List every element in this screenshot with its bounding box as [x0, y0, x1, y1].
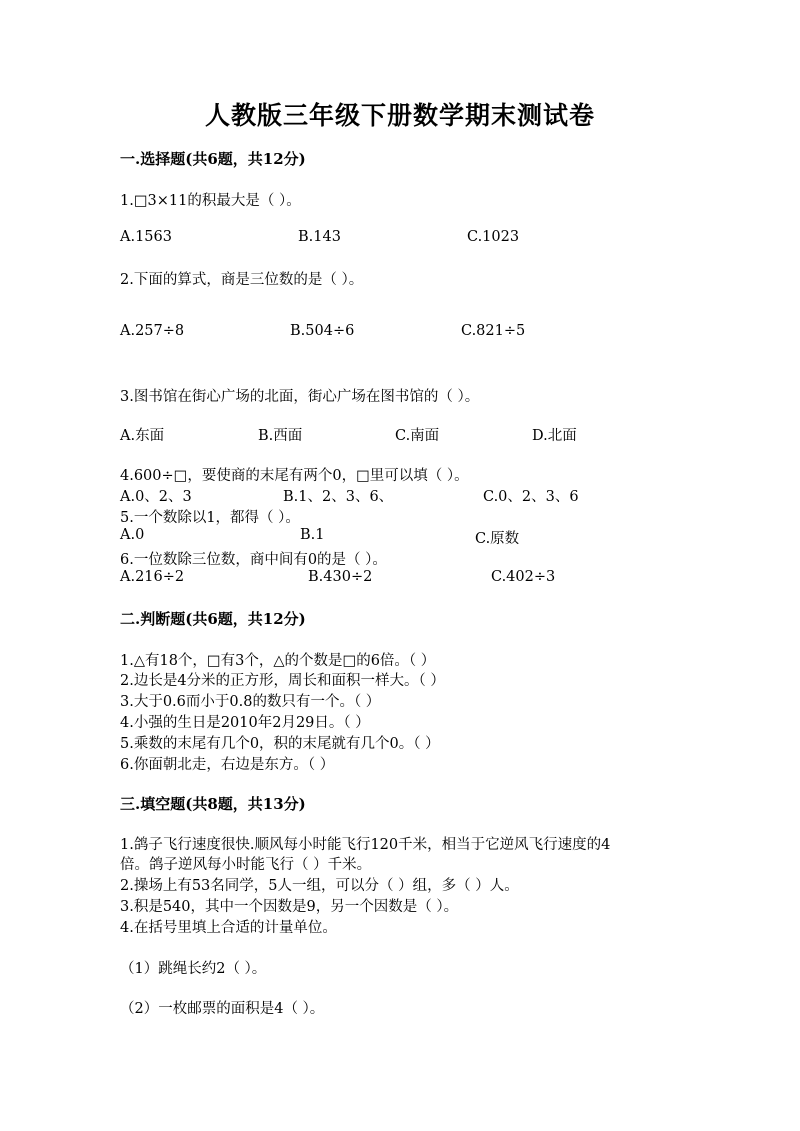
- option-a: A.1563: [120, 229, 172, 245]
- section-heading-judge: 二.判断题(共6题，共12分): [120, 610, 306, 628]
- option-c: C.0、2、3、6: [483, 489, 579, 505]
- judge-item: 1.△有18个，□有3个，△的个数是□的6倍。（ ）: [120, 653, 436, 669]
- option-b: B.1、2、3、6、: [283, 489, 394, 505]
- question-stem: 3.图书馆在街心广场的北面，街心广场在图书馆的（ ）。: [120, 389, 480, 405]
- judge-item: 5.乘数的末尾有几个0，积的末尾就有几个0。（ ）: [120, 736, 440, 752]
- option-b: B.504÷6: [290, 323, 355, 339]
- fill-item: 倍。鸽子逆风每小时能飞行（ ）千米。: [120, 857, 372, 873]
- option-c: C.821÷5: [461, 323, 526, 339]
- option-c: C.402÷3: [491, 569, 556, 585]
- question-stem: 1.□3×11的积最大是（ ）。: [120, 193, 301, 209]
- fill-subitem: （2）一枚邮票的面积是4（ ）。: [120, 1001, 325, 1017]
- question-stem: 4.600÷□，要使商的末尾有两个0，□里可以填（ ）。: [120, 468, 469, 484]
- option-b: B.西面: [258, 428, 303, 444]
- judge-item: 3.大于0.6而小于0.8的数只有一个。（ ）: [120, 694, 381, 710]
- option-a: A.0: [120, 527, 145, 543]
- option-c: C.原数: [475, 531, 520, 547]
- question-stem: 5.一个数除以1，都得（ ）。: [120, 510, 300, 526]
- option-c: C.1023: [467, 229, 520, 245]
- fill-item: 2.操场上有53名同学，5人一组，可以分（ ）组，多（ ）人。: [120, 878, 519, 894]
- page-title: 人教版三年级下册数学期末测试卷: [204, 101, 595, 130]
- option-a: A.东面: [120, 428, 165, 444]
- fill-item: 3.积是540，其中一个因数是9，另一个因数是（ ）。: [120, 899, 459, 915]
- option-a: A.0、2、3: [120, 489, 192, 505]
- section-heading-choice: 一.选择题(共6题，共12分): [120, 150, 306, 168]
- option-b: B.143: [298, 229, 341, 245]
- fill-item: 1.鸽子飞行速度很快.顺风每小时能飞行120千米，相当于它逆风飞行速度的4: [120, 837, 611, 853]
- question-stem: 6.一位数除三位数，商中间有0的是（ ）。: [120, 552, 387, 568]
- judge-item: 2.边长是4分米的正方形，周长和面积一样大。（ ）: [120, 673, 445, 689]
- fill-item: 4.在括号里填上合适的计量单位。: [120, 920, 337, 936]
- fill-subitem: （1）跳绳长约2（ ）。: [120, 961, 267, 977]
- option-b: B.1: [300, 527, 325, 543]
- judge-item: 6.你面朝北走，右边是东方。（ ）: [120, 757, 335, 773]
- option-b: B.430÷2: [308, 569, 373, 585]
- option-d: D.北面: [532, 428, 577, 444]
- section-heading-fill: 三.填空题(共8题，共13分): [120, 795, 306, 813]
- option-a: A.257÷8: [120, 323, 185, 339]
- question-stem: 2.下面的算式，商是三位数的是（ ）。: [120, 272, 364, 288]
- option-a: A.216÷2: [120, 569, 185, 585]
- option-c: C.南面: [395, 428, 440, 444]
- judge-item: 4.小强的生日是2010年2月29日。（ ）: [120, 715, 370, 731]
